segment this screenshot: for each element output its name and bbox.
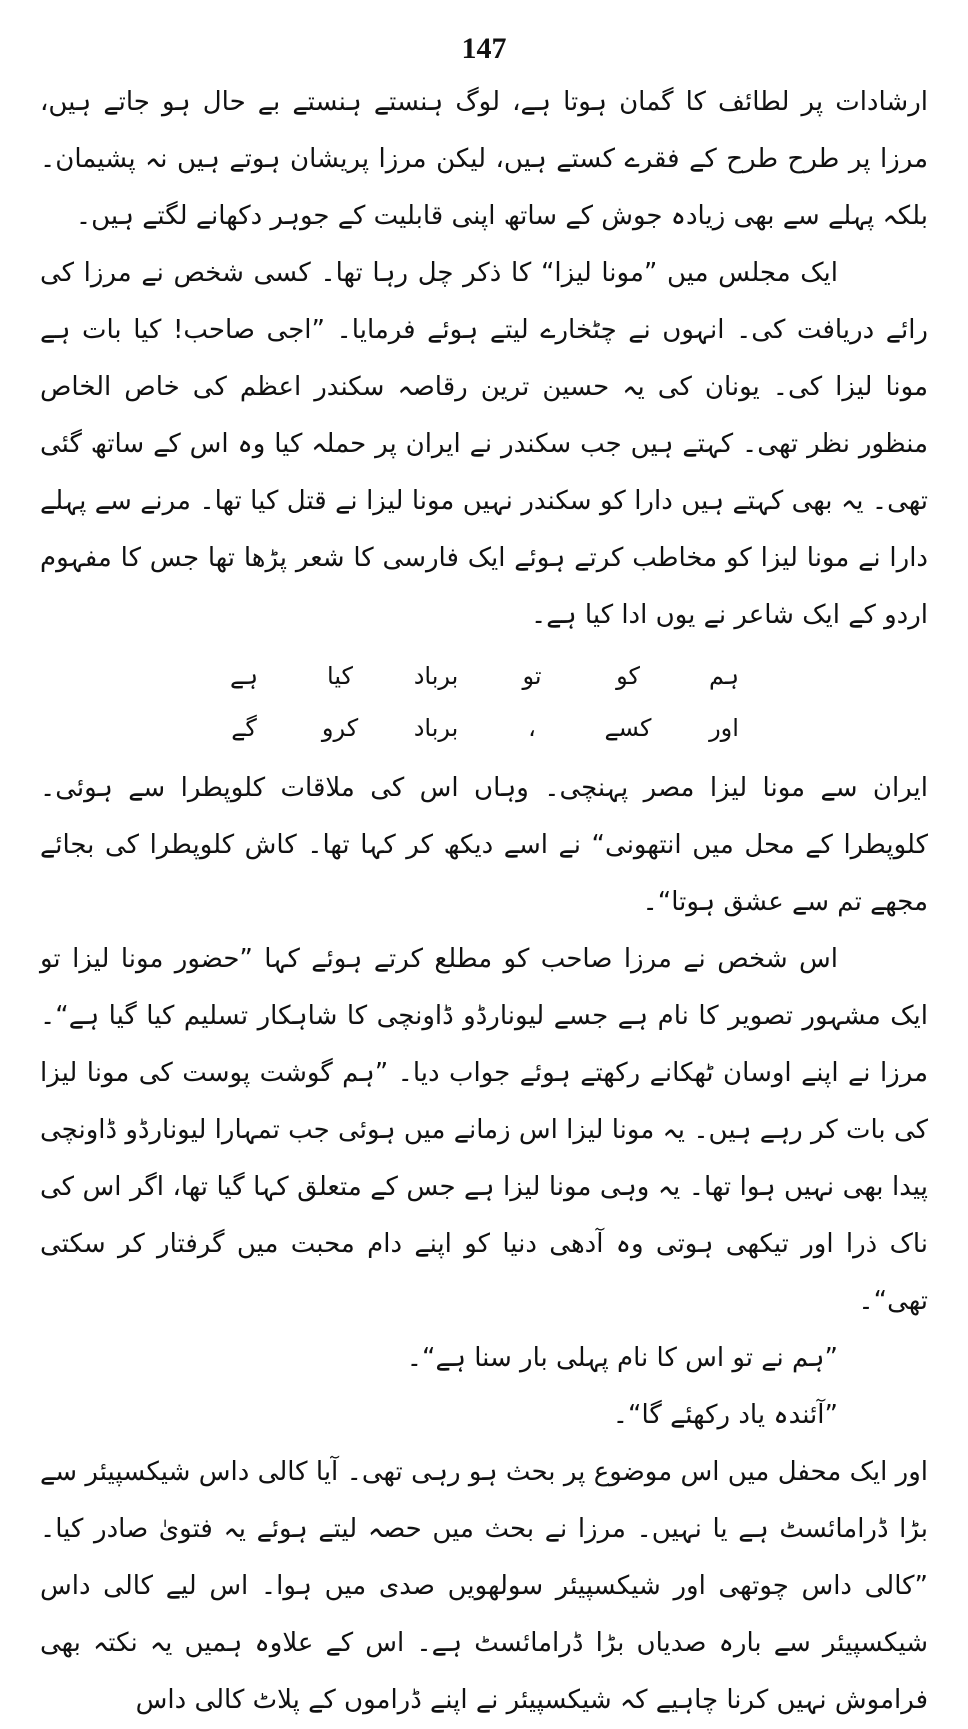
verse-word: اور xyxy=(709,714,739,742)
verse-word: برباد xyxy=(413,662,459,690)
page-number: 147 xyxy=(461,32,507,65)
paragraph-1: ارشادات پر لطائف کا گمان ہوتا ہے، لوگ ہنستے ہنستے بے حال ہو جاتے ہیں، مرزا پر طرح طرح کے فقرے کستے ہیں، لیکن مرزا پریشان ہوتے ہیں نہ پشیمان۔ بلکہ پہلے سے بھی زیادہ جوش کے ساتھ اپنی قابلیت کے جوہر دکھانے لگتے ہیں۔ xyxy=(40,87,928,231)
dialogue-line-1: ”ہم نے تو اس کا نام پہلی بار سنا ہے“۔ xyxy=(406,1343,838,1373)
verse-couplet xyxy=(40,650,928,754)
verse-word: کیا xyxy=(327,662,353,690)
verse-word: کرو xyxy=(321,714,359,742)
paragraph-5: اور ایک محفل میں اس موضوع پر بحث ہو رہی تھی۔ آیا کالی داس شیکسپیئر سے بڑا ڈرامائسٹ ہے یا نہیں۔ مرزا نے بحث میں حصہ لیتے ہوئے یہ فتویٰ صادر کیا۔ ”کالی داس چوتھی اور شیکسپیئر سولھویں صدی میں ہوا۔ اس لیے کالی داس شیکسپیئر سے بارہ صدیاں بڑا ڈرامائسٹ ہے۔ اس کے علاوہ ہمیں یہ نکتہ بھی فراموش نہیں کرنا چاہیے کہ شیکسپیئر نے اپنے ڈراموں کے پلاٹ کالی داس xyxy=(40,1457,928,1715)
dialogue-line-2: ”آئندہ یاد رکھئے گا“۔ xyxy=(612,1400,838,1430)
verse-line-1 xyxy=(40,650,928,702)
verse-word: گے xyxy=(231,714,257,742)
verse-word: کسے xyxy=(604,714,652,742)
verse-word: برباد xyxy=(413,714,459,742)
verse-word: کو xyxy=(616,662,640,690)
paragraph-2: ایک مجلس میں ”مونا لیزا“ کا ذکر چل رہا تھا۔ کسی شخص نے مرزا کی رائے دریافت کی۔ انہوں نے چٹخارے لیتے ہوئے فرمایا۔ ”اجی صاحب! کیا بات ہے مونا لیزا کی۔ یونان کی یہ حسین ترین رقاصہ سکندر اعظم کی خاص الخاص منظور نظر تھی۔ کہتے ہیں جب سکندر نے ایران پر حملہ کیا وہ اس کے ساتھ گئی تھی۔ یہ بھی کہتے ہیں دارا کو سکندر نہیں مونا لیزا نے قتل کیا تھا۔ مرنے سے پہلے دارا نے مونا لیزا کو مخاطب کرتے ہوئے ایک فارسی کا شعر پڑھا تھا جس کا مفہوم اردو کے ایک شاعر نے یوں ادا کیا ہے۔ xyxy=(40,258,928,630)
verse-word: ، xyxy=(528,714,536,742)
verse-line-2 xyxy=(40,702,928,754)
verse-word: تو xyxy=(522,662,542,690)
paragraph-3: ایران سے مونا لیزا مصر پہنچی۔ وہاں اس کی ملاقات کلوپطرا سے ہوئی۔ کلوپطرا کے محل میں انتھونی“ نے اسے دیکھ کر کہا تھا۔ کاش کلوپطرا کی بجائے مجھے تم سے عشق ہوتا“۔ xyxy=(40,773,928,917)
verse-word: ہم xyxy=(708,662,740,690)
verse-word: ہے xyxy=(229,662,259,690)
paragraph-4: اس شخص نے مرزا صاحب کو مطلع کرتے ہوئے کہا ”حضور مونا لیزا تو ایک مشہور تصویر کا نام ہے جسے لیونارڈو ڈاونچی کا شاہکار تسلیم کیا گیا ہے“۔ مرزا نے اپنے اوسان ٹھکانے رکھتے ہوئے جواب دیا۔ ”ہم گوشت پوست کی مونا لیزا کی بات کر رہے ہیں۔ یہ مونا لیزا اس زمانے میں ہوئی جب تمہارا لیونارڈو ڈاونچی پیدا بھی نہیں ہوا تھا۔ یہ وہی مونا لیزا ہے جس کے متعلق کہا گیا تھا، اگر اس کی ناک ذرا اور تیکھی ہوتی وہ آدھی دنیا کو اپنے دام محبت میں گرفتار کر سکتی تھی“۔ xyxy=(40,944,928,1316)
